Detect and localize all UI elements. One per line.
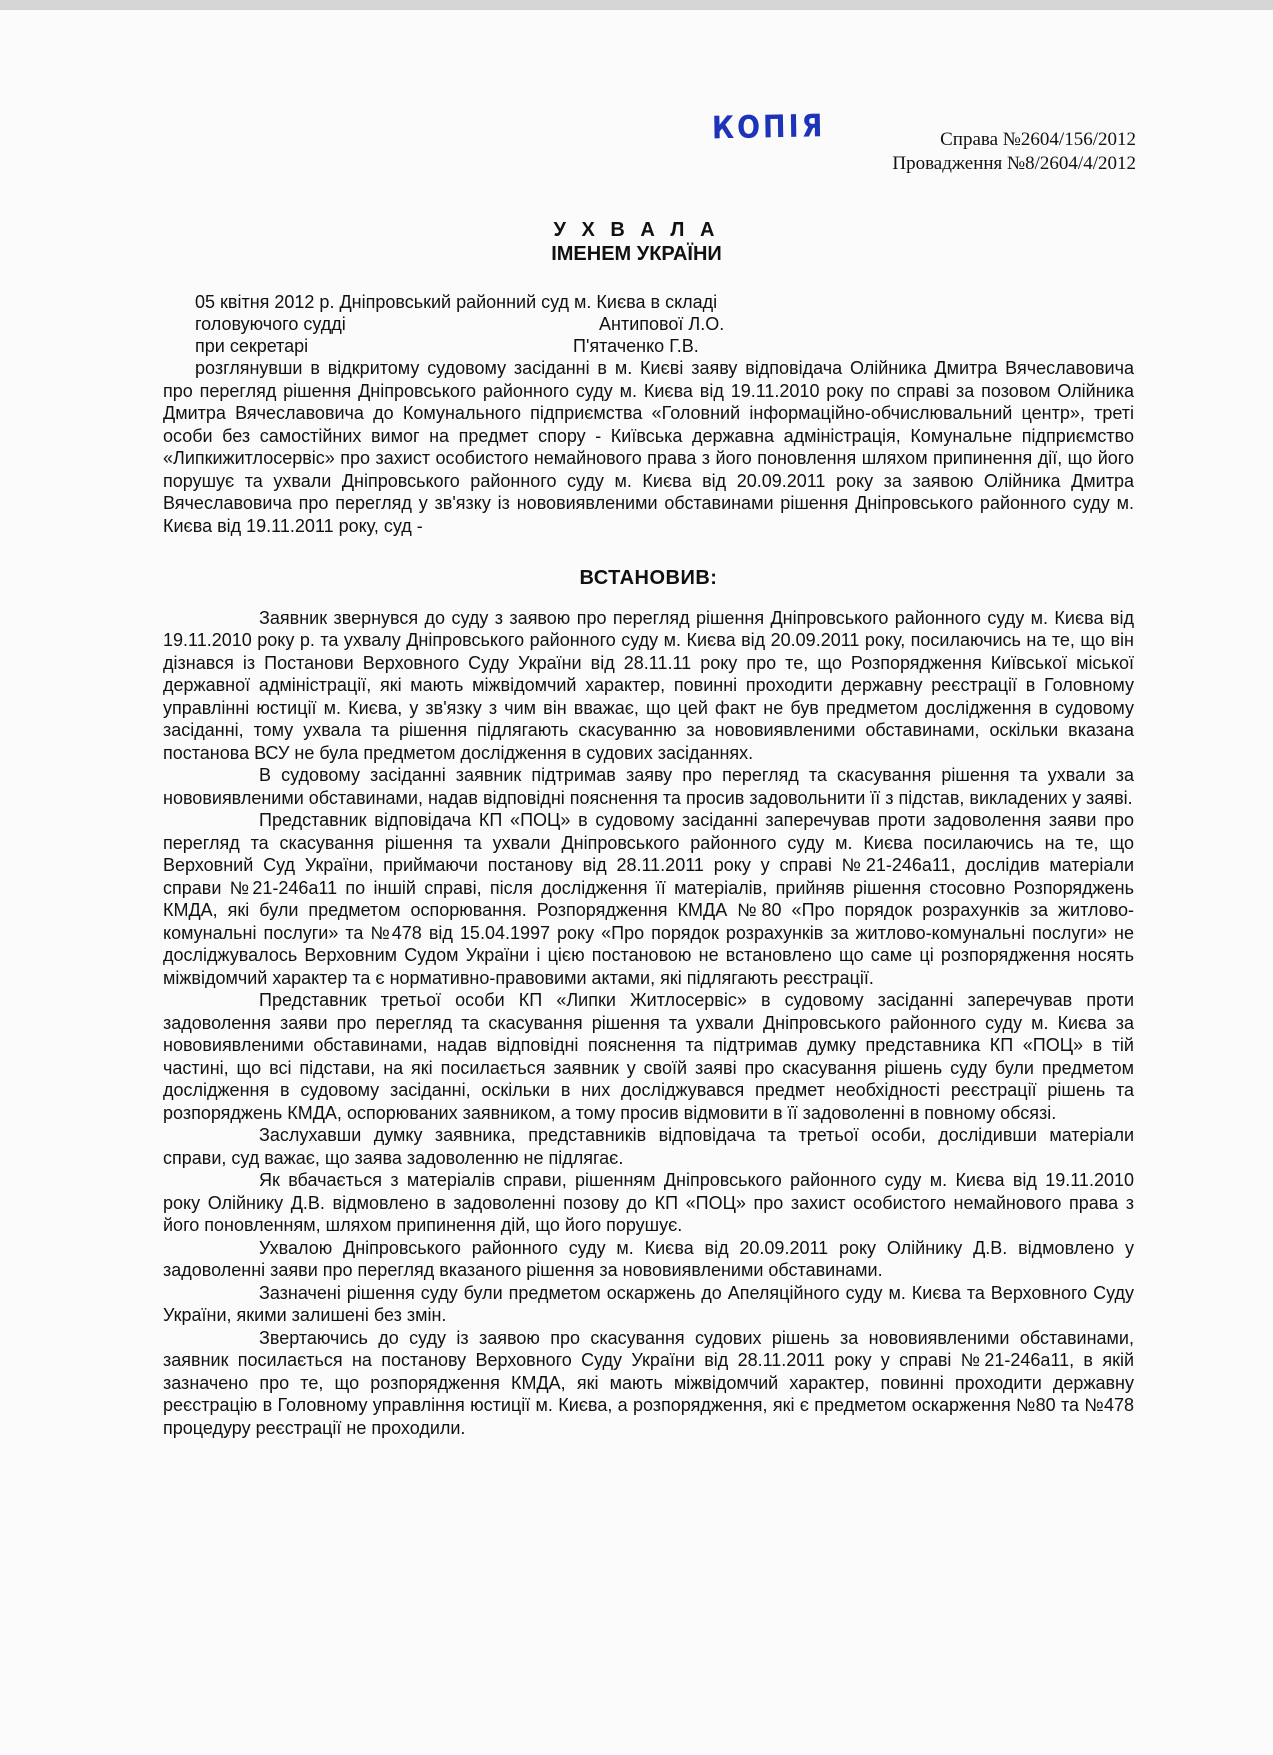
case-info [892,128,1136,176]
copy-stamp: КОПІЯ [711,108,826,147]
page-fold-shadow [0,0,1273,10]
date-court-line [195,291,1135,313]
intro-paragraph: розглянувши в відкритому судовому засіданні в м. Києві заяву відповідача Олійника Дмитра Вячеславовича про перегляд рішення Дніпровського районного суду м. Києва від 19.11.2010 року по справі за позовом Олійника Дмитра Вячеславовича до Комунального підприємства «Головний інформаційно-обчислювальний центр», треті особи без самостійних вимог на предмет спору - Київська державна адміністрація, Комунальне підприємство «Липкижитлосервіс» про захист особистого немайнового права з його поновлення шляхом припинення дії, що його порушує та ухвали Дніпровського районного суду м. Києва від 20.09.2011 року за заявою Олійника Дмитра Вячеславовича про перегляд у зв'язку із нововиявленими обставинами рішення Дніпровського районного суду м. Києва від 19.11.2011 року, суд - [163,358,1134,536]
body-paragraph: Заслухавши думку заявника, представників відповідача та третьої особи, дослідивши матеріали справи, суд важає, що заява задоволенню не підлягає. [163,1125,1134,1168]
body-paragraph: Зазначені рішення суду були предметом оскаржень до Апеляційного суду м. Києва та Верховного Суду України, якими залишені без змін. [163,1282,1134,1325]
ruling-title: У Х В А Л А [553,219,720,241]
judge-line [195,313,1135,335]
established-heading: ВСТАНОВИВ: [579,567,718,589]
body-paragraph: Представник відповідача КП «ПОЦ» в судовому засіданні заперечував проти задоволення заяви про перегляд та скасування рішення та ухвали Дніпровського районного суду м. Києва посилаючись на те, що Верховний Суд України, приймаючи постанову від 28.11.2011 року у справі №21-246а11, дослідив матеріали справи №21-246а11 по іншій справі, після дослідження її матеріалів, прийняв рішення стосовно Розпоряджень КМДА, які були предметом оспорювання. Розпорядження КМДА №80 «Про порядок розрахунків за житлово-комунальні послуги» та №478 від 15.04.1997 року «Про порядок розрахунків за житлово-комунальні послуги» не досліджувалось Верховним Судом України і цією постановою не встановлено що саме ці розпорядження носять міжвідомчий характер та є нормативно-правовими актами, які підлягають реєстрації. [163,810,1134,988]
body-paragraph: Ухвалою Дніпровського районного суду м. Києва від 20.09.2011 року Олійнику Д.В. відмовлено у задоволенні заяви про перегляд вказаного рішення за нововиявленими обставинами. [163,1237,1134,1280]
body-paragraph: Представник третьої особи КП «Липки Житлосервіс» в судовому засіданні заперечував проти задоволення заяви про перегляд та скасування рішення та ухвали Дніпровського районного суду м. Києва за нововиявленими обставинами, надав відповідні пояснення та підтримав думку представника КП «ПОЦ» в тій частині, що всі підстави, на які посилається заявник у своїй заяві про скасування рішень суду були предметом дослідження в судовому засіданні, оскільки в них досліджувався предмет необхідності реєстрації рішень та розпоряджень КМДА, оспорюваних заявником, а тому просив відмовити в її задоволенні в повному обсязі. [163,990,1134,1123]
date-court-text: 05 квітня 2012 р. Дніпровський районний суд м. Києва в складі [195,292,718,312]
body-paragraph: В судовому засіданні заявник підтримав заяву про перегляд та скасування рішення та ухвали за нововиявленими обставинами, надав відповідні пояснення та просив задовольнити її з підстав, викладених у заяві. [163,765,1134,808]
proceeding-number: Провадження №8/2604/4/2012 [892,153,1136,174]
judge-name: Антипової Л.О. [599,314,725,334]
secretary-label: при секретарі [195,336,309,356]
document-title [0,218,1273,266]
document-body [163,357,1134,1439]
body-paragraph: Заявник звернувся до суду з заявою про перегляд рішення Дніпровського районного суду м. Києва від 19.11.2010 року р. та ухвалу Дніпровського районного суду м. Києва від 20.09.2011 року, посилаючись на те, що він дізнався із Постанови Верховного Суду України від 28.11.11 року про те, що Розпорядження Київської міської державної адміністрації, які мають міжвідомчий характер, повинні проходити державну реєстрації в Головному управлінні юстиції м. Києва, у зв'язку з чим він вважає, що цей факт не був предметом дослідження в судовому засіданні, тому ухвала та рішення підлягають скасуванню за нововиявленими обставинами, оскільки вказана постанова ВСУ не була предметом дослідження в судових засіданнях. [163,607,1134,763]
secretary-name: П'ятаченко Г.В. [573,336,699,356]
court-header [195,291,1135,357]
body-paragraph: Як вбачається з матеріалів справи, рішенням Дніпровського районного суду м. Києва від 19.11.2010 року Олійнику Д.В. відмовлено в задоволенні позову до КП «ПОЦ» про захист особистого немайнового права з його поновленням, шляхом припинення дій, що його порушує. [163,1170,1134,1235]
case-number: Справа №2604/156/2012 [940,129,1136,150]
in-name-of-ukraine: ІМЕНЕМ УКРАЇНИ [551,243,722,265]
judge-label: головуючого судді [195,314,346,334]
secretary-line [195,335,1135,357]
body-paragraph: Звертаючись до суду із заявою про скасування судових рішень за нововиявленими обставинами, заявник посилається на постанову Верховного Суду України від 28.11.2011 року у справі №21-246а11, в якій зазначено про те, що розпорядження КМДА, які мають міжвідомчий характер, повинні проходити державну реєстрацію в Головному управління юстиції м. Києва, а розпорядження, які є предметом оскарження №80 та №478 процедуру реєстрації не проходили. [163,1327,1134,1438]
